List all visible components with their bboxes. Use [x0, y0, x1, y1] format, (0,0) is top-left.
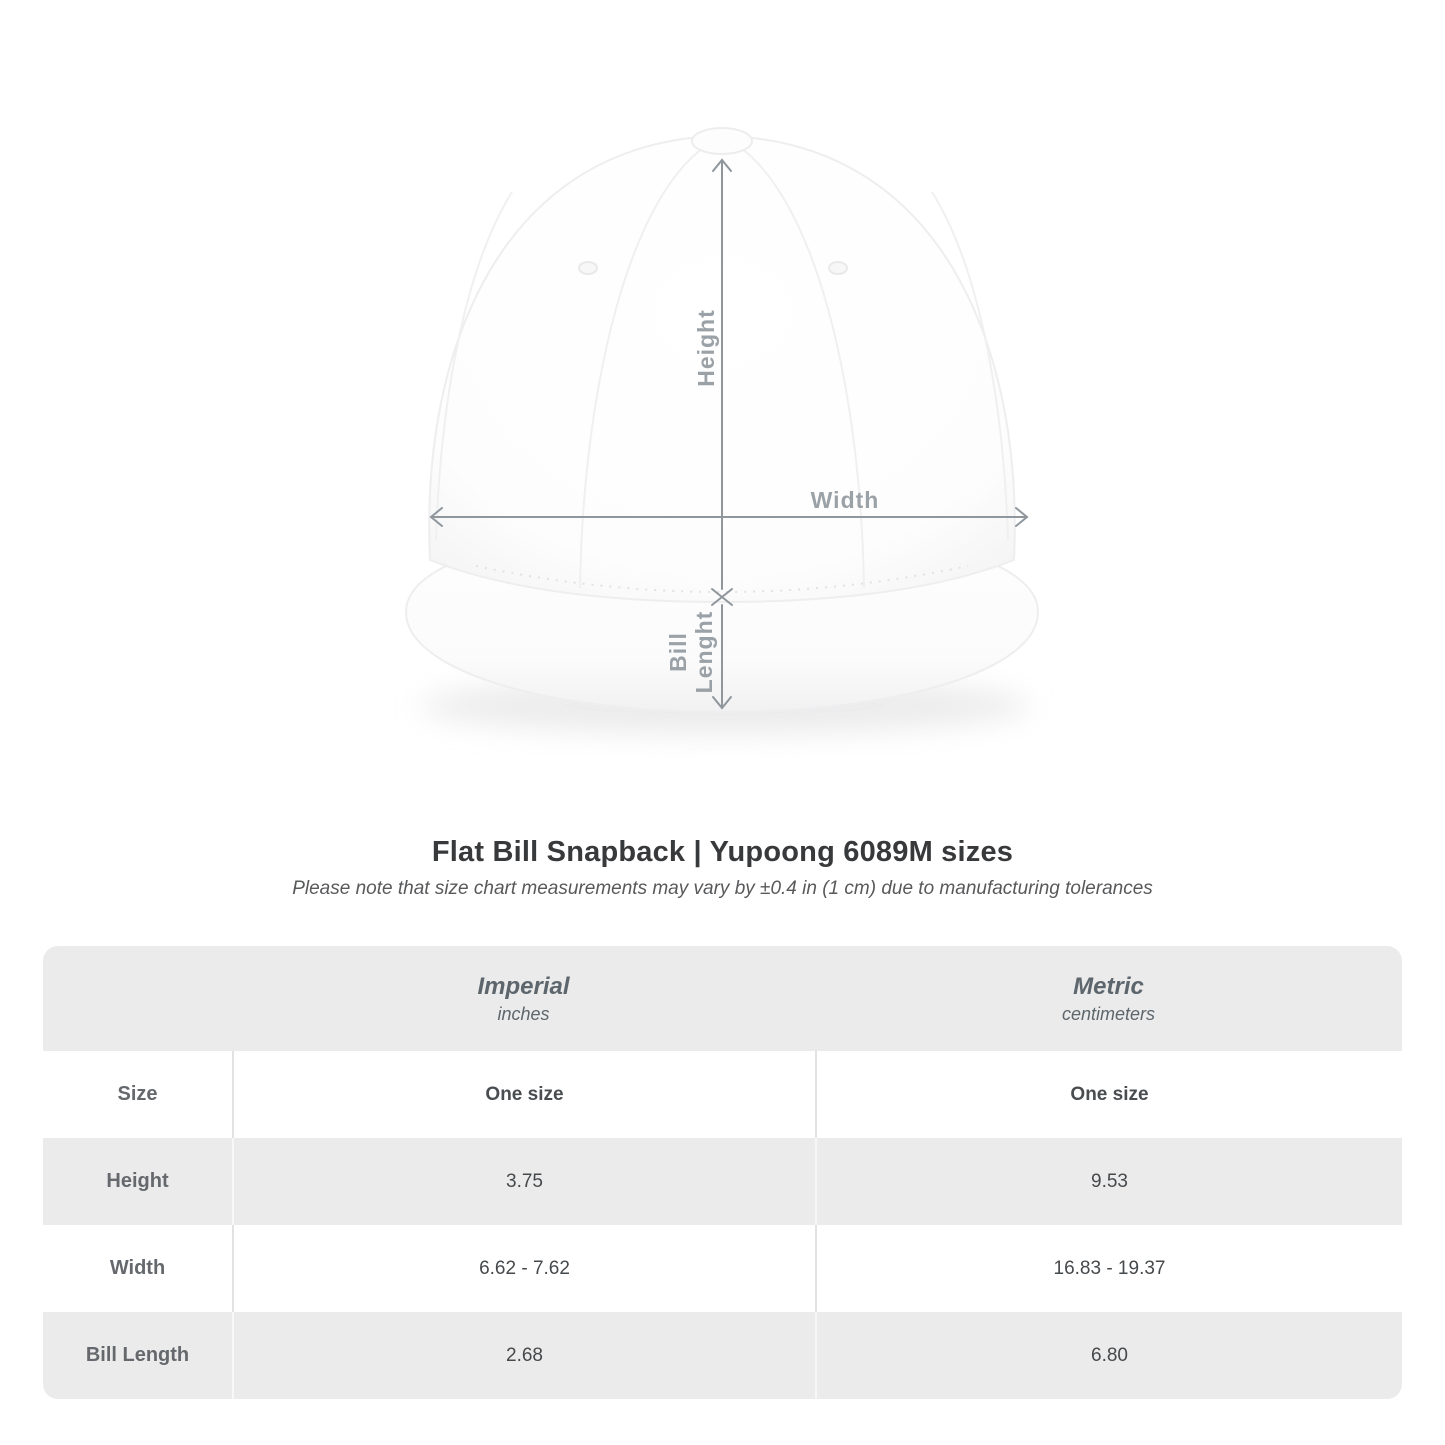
header-cell-metric	[815, 946, 1402, 1051]
imperial-column-title: Imperial	[477, 972, 570, 1000]
cell-size-imperial: One size	[232, 1051, 815, 1138]
page-title: Flat Bill Snapback | Yupoong 6089M sizes	[431, 836, 1014, 868]
row-label: Bill Length	[85, 1344, 190, 1366]
row-label: Size	[117, 1083, 158, 1105]
row-label: Width	[109, 1257, 166, 1279]
height-measure-label: Height	[693, 309, 719, 387]
tolerance-note: Please note that size chart measurements may vary by ±0.4 in (1 cm) due to manufacturing tolerances	[292, 878, 1153, 899]
metric-column-unit: centimeters	[1061, 1003, 1156, 1024]
cell-height-imperial: 3.75	[232, 1138, 815, 1225]
cell-bill-length-metric: 6.80	[815, 1312, 1402, 1399]
cell-bill-length-imperial: 2.68	[232, 1312, 815, 1399]
table-header-row	[43, 946, 1402, 1051]
hat-top-button	[692, 128, 752, 154]
size-chart-table	[43, 946, 1402, 1399]
width-measure-label: Width	[810, 487, 880, 513]
table-row-bill-length	[43, 1312, 1402, 1399]
cell-size-metric: One size	[815, 1051, 1402, 1138]
cell-height-metric: 9.53	[815, 1138, 1402, 1225]
bill-length-measure-label-line1: Bill	[665, 632, 691, 672]
cell-width-metric: 16.83 - 19.37	[815, 1225, 1402, 1312]
row-label: Height	[106, 1170, 169, 1192]
table-row-size	[43, 1051, 1402, 1138]
metric-column-title: Metric	[1073, 972, 1144, 1000]
title-block	[0, 836, 1445, 900]
header-cell-empty	[43, 946, 232, 1051]
table-row-width	[43, 1225, 1402, 1312]
table-row-height	[43, 1138, 1402, 1225]
header-cell-imperial	[232, 946, 815, 1051]
bill-length-measure-label-line2: Lenght	[691, 610, 717, 694]
hat-eyelet-left	[579, 262, 597, 274]
imperial-column-unit: inches	[497, 1003, 550, 1024]
cell-width-imperial: 6.62 - 7.62	[232, 1225, 815, 1312]
hat-eyelet-right	[829, 262, 847, 274]
